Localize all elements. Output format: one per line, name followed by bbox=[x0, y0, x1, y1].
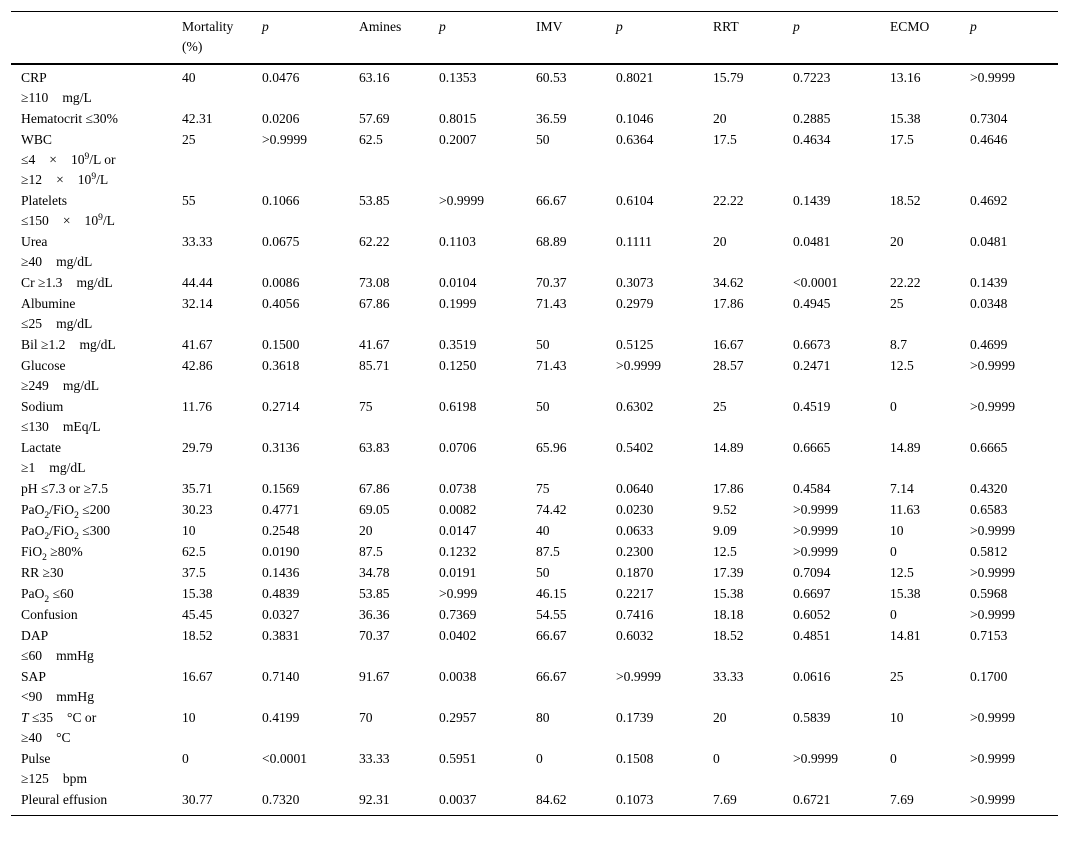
cell-mortality: 18.52 bbox=[182, 628, 213, 643]
header-mortality: Mortality (%) bbox=[182, 19, 234, 54]
cell-mortality: 32.14 bbox=[182, 296, 213, 311]
row-albumine bbox=[11, 294, 1058, 335]
row-label: Cr ≥1.3 mg/dL bbox=[21, 275, 113, 290]
cell-p-imv: 0.1870 bbox=[616, 565, 654, 580]
cell-rrt: 17.86 bbox=[713, 481, 744, 496]
cell-p-ecmo: 0.6665 bbox=[970, 440, 1008, 455]
cell-p-mortality: 0.2714 bbox=[262, 399, 300, 414]
cell-p-ecmo: 0.5968 bbox=[970, 586, 1008, 601]
row-label: PaO$_2$/FiO$_2$ ≤300 bbox=[21, 523, 111, 542]
cell-ecmo: 0 bbox=[890, 544, 897, 559]
cell-p-ecmo: 0.4320 bbox=[970, 481, 1008, 496]
cell-mortality: 30.77 bbox=[182, 792, 213, 807]
cell-rrt: 17.5 bbox=[713, 132, 737, 147]
cell-p-imv: >0.9999 bbox=[616, 669, 662, 684]
cell-p-rrt: 0.6673 bbox=[793, 337, 831, 352]
cell-ecmo: 20 bbox=[890, 234, 904, 249]
row-pao2 bbox=[11, 584, 1058, 605]
cell-p-imv: 0.1046 bbox=[616, 111, 654, 126]
row-label: WBC $\le 4 \times 10^9/L$ or $\ge 12 \times 10^9/L$ bbox=[21, 132, 116, 187]
cell-p-mortality: >0.9999 bbox=[262, 132, 308, 147]
row-label: pH ≤7.3 or ≥7.5 bbox=[21, 481, 109, 496]
cell-p-mortality: 0.0086 bbox=[262, 275, 300, 290]
cell-rrt: 16.67 bbox=[713, 337, 744, 352]
cell-rrt: 15.38 bbox=[713, 586, 744, 601]
row-label: Lactate ≥1 mg/dL bbox=[21, 440, 86, 475]
cell-p-ecmo: >0.9999 bbox=[970, 523, 1016, 538]
cell-amines: 70 bbox=[359, 710, 373, 725]
cell-p-rrt: >0.9999 bbox=[793, 751, 839, 766]
cell-amines: 67.86 bbox=[359, 481, 390, 496]
row-fio2 bbox=[11, 542, 1058, 563]
cell-p-ecmo: 0.5812 bbox=[970, 544, 1008, 559]
cell-p-ecmo: 0.4699 bbox=[970, 337, 1008, 352]
cell-mortality: 44.44 bbox=[182, 275, 213, 290]
cell-p-ecmo: >0.9999 bbox=[970, 70, 1016, 85]
cell-amines: 69.05 bbox=[359, 502, 390, 517]
cell-imv: 71.43 bbox=[536, 296, 567, 311]
cell-p-amines: 0.0082 bbox=[439, 502, 477, 517]
cell-imv: 70.37 bbox=[536, 275, 567, 290]
row-pulse bbox=[11, 749, 1058, 790]
row-platelets bbox=[11, 191, 1058, 232]
cell-imv: 84.62 bbox=[536, 792, 567, 807]
cell-p-amines: 0.7369 bbox=[439, 607, 477, 622]
cell-p-imv: 0.6364 bbox=[616, 132, 654, 147]
cell-p-ecmo: >0.9999 bbox=[970, 710, 1016, 725]
cell-p-rrt: 0.4634 bbox=[793, 132, 831, 147]
cell-ecmo: 25 bbox=[890, 296, 904, 311]
cell-rrt: 22.22 bbox=[713, 193, 744, 208]
cell-p-ecmo: 0.4646 bbox=[970, 132, 1008, 147]
cell-p-rrt: 0.2471 bbox=[793, 358, 831, 373]
cell-mortality: 30.23 bbox=[182, 502, 213, 517]
cell-imv: 68.89 bbox=[536, 234, 567, 249]
cell-p-ecmo: 0.0481 bbox=[970, 234, 1008, 249]
cell-p-rrt: 0.6052 bbox=[793, 607, 831, 622]
cell-mortality: 41.67 bbox=[182, 337, 213, 352]
cell-p-mortality: 0.4056 bbox=[262, 296, 300, 311]
cell-p-mortality: 0.1436 bbox=[262, 565, 300, 580]
cell-p-mortality: 0.0476 bbox=[262, 70, 300, 85]
row-hematocrit bbox=[11, 109, 1058, 130]
cell-rrt: 20 bbox=[713, 234, 727, 249]
cell-p-imv: 0.7416 bbox=[616, 607, 654, 622]
cell-amines: 62.22 bbox=[359, 234, 390, 249]
cell-p-ecmo: >0.9999 bbox=[970, 399, 1016, 414]
cell-p-amines: 0.6198 bbox=[439, 399, 477, 414]
row-label: T ≤35 °C or ≥40 °C bbox=[21, 710, 97, 745]
cell-p-amines: 0.1999 bbox=[439, 296, 477, 311]
cell-p-amines: 0.2007 bbox=[439, 132, 477, 147]
row-temperature bbox=[11, 708, 1058, 749]
cell-p-imv: 0.0633 bbox=[616, 523, 654, 538]
cell-amines: 70.37 bbox=[359, 628, 390, 643]
cell-p-imv: 0.1508 bbox=[616, 751, 654, 766]
cell-p-imv: 0.0230 bbox=[616, 502, 654, 517]
cell-p-amines: 0.3519 bbox=[439, 337, 477, 352]
cell-ecmo: 13.16 bbox=[890, 70, 921, 85]
row-label: PaO$_2$ ≤60 bbox=[21, 586, 74, 605]
row-label: Urea ≥40 mg/dL bbox=[21, 234, 93, 269]
cell-p-mortality: 0.7140 bbox=[262, 669, 300, 684]
cell-p-rrt: 0.1439 bbox=[793, 193, 831, 208]
cell-ecmo: 0 bbox=[890, 607, 897, 622]
row-crp bbox=[11, 64, 1058, 109]
cell-p-rrt: >0.9999 bbox=[793, 544, 839, 559]
cell-p-amines: 0.1250 bbox=[439, 358, 477, 373]
cell-ecmo: 14.81 bbox=[890, 628, 921, 643]
cell-mortality: 10 bbox=[182, 710, 196, 725]
row-wbc bbox=[11, 130, 1058, 191]
cell-mortality: 42.31 bbox=[182, 111, 213, 126]
row-rr bbox=[11, 563, 1058, 584]
cell-p-rrt: 0.7094 bbox=[793, 565, 831, 580]
header-row bbox=[11, 12, 1058, 65]
cell-p-mortality: 0.7320 bbox=[262, 792, 300, 807]
cell-p-imv: 0.1111 bbox=[616, 234, 652, 249]
cell-imv: 74.42 bbox=[536, 502, 567, 517]
cell-imv: 36.59 bbox=[536, 111, 567, 126]
cell-ecmo: 15.38 bbox=[890, 586, 921, 601]
cell-p-amines: 0.5951 bbox=[439, 751, 477, 766]
cell-amines: 92.31 bbox=[359, 792, 390, 807]
header-p-ecmo: p bbox=[970, 19, 977, 34]
cell-p-amines: 0.8015 bbox=[439, 111, 477, 126]
cell-p-amines: 0.1232 bbox=[439, 544, 477, 559]
cell-p-ecmo: >0.9999 bbox=[970, 358, 1016, 373]
results-table bbox=[11, 11, 1058, 816]
cell-rrt: 0 bbox=[713, 751, 720, 766]
cell-p-mortality: 0.4199 bbox=[262, 710, 300, 725]
cell-mortality: 55 bbox=[182, 193, 196, 208]
cell-p-amines: 0.2957 bbox=[439, 710, 477, 725]
cell-p-mortality: 0.0206 bbox=[262, 111, 300, 126]
cell-p-amines: 0.1353 bbox=[439, 70, 477, 85]
row-label: Albumine ≤25 mg/dL bbox=[21, 296, 93, 331]
cell-p-mortality: <0.0001 bbox=[262, 751, 308, 766]
cell-rrt: 12.5 bbox=[713, 544, 737, 559]
cell-mortality: 29.79 bbox=[182, 440, 213, 455]
row-label: DAP ≤60 mmHg bbox=[21, 628, 94, 663]
cell-p-mortality: 0.0327 bbox=[262, 607, 300, 622]
cell-rrt: 14.89 bbox=[713, 440, 744, 455]
cell-p-mortality: 0.0190 bbox=[262, 544, 300, 559]
cell-ecmo: 12.5 bbox=[890, 565, 914, 580]
row-label: Sodium ≤130 mEq/L bbox=[21, 399, 101, 434]
row-label: RR ≥30 bbox=[21, 565, 64, 580]
cell-p-mortality: 0.4771 bbox=[262, 502, 300, 517]
cell-p-mortality: 0.1569 bbox=[262, 481, 300, 496]
row-confusion bbox=[11, 605, 1058, 626]
cell-p-imv: 0.6104 bbox=[616, 193, 654, 208]
cell-p-amines: 0.0738 bbox=[439, 481, 477, 496]
cell-imv: 0 bbox=[536, 751, 543, 766]
cell-p-rrt: 0.0481 bbox=[793, 234, 831, 249]
row-sodium bbox=[11, 397, 1058, 438]
cell-ecmo: 11.63 bbox=[890, 502, 921, 517]
cell-imv: 46.15 bbox=[536, 586, 567, 601]
row-label: Hematocrit ≤30% bbox=[21, 111, 118, 126]
cell-p-amines: 0.0706 bbox=[439, 440, 477, 455]
cell-p-imv: 0.1073 bbox=[616, 792, 654, 807]
cell-ecmo: 8.7 bbox=[890, 337, 907, 352]
cell-p-imv: 0.3073 bbox=[616, 275, 654, 290]
cell-ecmo: 22.22 bbox=[890, 275, 921, 290]
cell-imv: 65.96 bbox=[536, 440, 567, 455]
header-p-amines: p bbox=[439, 19, 446, 34]
cell-rrt: 20 bbox=[713, 710, 727, 725]
cell-p-amines: 0.0147 bbox=[439, 523, 477, 538]
cell-ecmo: 12.5 bbox=[890, 358, 914, 373]
cell-mortality: 0 bbox=[182, 751, 189, 766]
cell-ecmo: 18.52 bbox=[890, 193, 921, 208]
row-label: Bil ≥1.2 mg/dL bbox=[21, 337, 116, 352]
cell-p-rrt: <0.0001 bbox=[793, 275, 839, 290]
cell-mortality: 45.45 bbox=[182, 607, 213, 622]
cell-imv: 71.43 bbox=[536, 358, 567, 373]
cell-p-mortality: 0.4839 bbox=[262, 586, 300, 601]
cell-ecmo: 25 bbox=[890, 669, 904, 684]
cell-amines: 57.69 bbox=[359, 111, 390, 126]
cell-p-rrt: 0.6697 bbox=[793, 586, 831, 601]
row-dap bbox=[11, 626, 1058, 667]
cell-amines: 67.86 bbox=[359, 296, 390, 311]
row-label: PaO$_2$/FiO$_2$ ≤200 bbox=[21, 502, 111, 521]
cell-ecmo: 0 bbox=[890, 751, 897, 766]
cell-p-rrt: 0.6721 bbox=[793, 792, 831, 807]
row-cr bbox=[11, 273, 1058, 294]
cell-p-ecmo: 0.6583 bbox=[970, 502, 1008, 517]
header-p-imv: p bbox=[616, 19, 623, 34]
cell-amines: 34.78 bbox=[359, 565, 390, 580]
cell-amines: 73.08 bbox=[359, 275, 390, 290]
cell-p-imv: 0.0640 bbox=[616, 481, 654, 496]
cell-ecmo: 15.38 bbox=[890, 111, 921, 126]
cell-rrt: 25 bbox=[713, 399, 727, 414]
cell-imv: 66.67 bbox=[536, 628, 567, 643]
cell-p-amines: >0.9999 bbox=[439, 193, 485, 208]
cell-p-imv: 0.2300 bbox=[616, 544, 654, 559]
row-lactate bbox=[11, 438, 1058, 479]
row-sap bbox=[11, 667, 1058, 708]
cell-p-imv: 0.8021 bbox=[616, 70, 654, 85]
row-label: Confusion bbox=[21, 607, 78, 622]
cell-p-mortality: 0.0675 bbox=[262, 234, 300, 249]
header-imv: IMV bbox=[536, 19, 563, 34]
row-urea bbox=[11, 232, 1058, 273]
cell-p-ecmo: >0.9999 bbox=[970, 792, 1016, 807]
cell-rrt: 20 bbox=[713, 111, 727, 126]
cell-amines: 62.5 bbox=[359, 132, 383, 147]
cell-ecmo: 0 bbox=[890, 399, 897, 414]
cell-p-ecmo: 0.7304 bbox=[970, 111, 1008, 126]
cell-imv: 66.67 bbox=[536, 193, 567, 208]
row-label: FiO$_2$ ≥80% bbox=[21, 544, 83, 563]
cell-rrt: 28.57 bbox=[713, 358, 744, 373]
header-p-rrt: p bbox=[793, 19, 800, 34]
cell-ecmo: 14.89 bbox=[890, 440, 921, 455]
header-label bbox=[11, 12, 172, 65]
cell-p-ecmo: >0.9999 bbox=[970, 751, 1016, 766]
cell-p-ecmo: >0.9999 bbox=[970, 607, 1016, 622]
cell-imv: 87.5 bbox=[536, 544, 560, 559]
cell-p-mortality: 0.1066 bbox=[262, 193, 300, 208]
cell-ecmo: 7.14 bbox=[890, 481, 914, 496]
cell-mortality: 62.5 bbox=[182, 544, 206, 559]
cell-rrt: 18.52 bbox=[713, 628, 744, 643]
cell-rrt: 9.52 bbox=[713, 502, 737, 517]
cell-rrt: 17.39 bbox=[713, 565, 744, 580]
cell-rrt: 17.86 bbox=[713, 296, 744, 311]
cell-p-imv: 0.5125 bbox=[616, 337, 654, 352]
cell-p-rrt: >0.9999 bbox=[793, 523, 839, 538]
cell-imv: 75 bbox=[536, 481, 550, 496]
cell-amines: 75 bbox=[359, 399, 373, 414]
header-amines: Amines bbox=[359, 19, 402, 34]
cell-imv: 50 bbox=[536, 399, 550, 414]
cell-mortality: 35.71 bbox=[182, 481, 213, 496]
cell-p-ecmo: 0.1700 bbox=[970, 669, 1008, 684]
cell-p-mortality: 0.2548 bbox=[262, 523, 300, 538]
cell-p-rrt: 0.6665 bbox=[793, 440, 831, 455]
cell-p-imv: >0.9999 bbox=[616, 358, 662, 373]
cell-p-amines: >0.999 bbox=[439, 586, 478, 601]
cell-rrt: 33.33 bbox=[713, 669, 744, 684]
cell-imv: 50 bbox=[536, 132, 550, 147]
cell-amines: 63.83 bbox=[359, 440, 390, 455]
cell-amines: 33.33 bbox=[359, 751, 390, 766]
header-ecmo: ECMO bbox=[890, 19, 930, 34]
cell-p-rrt: 0.4945 bbox=[793, 296, 831, 311]
cell-p-amines: 0.0038 bbox=[439, 669, 477, 684]
cell-rrt: 15.79 bbox=[713, 70, 744, 85]
cell-p-mortality: 0.3136 bbox=[262, 440, 300, 455]
cell-amines: 91.67 bbox=[359, 669, 390, 684]
cell-p-amines: 0.0037 bbox=[439, 792, 477, 807]
row-pleural-effusion bbox=[11, 790, 1058, 816]
cell-p-ecmo: 0.1439 bbox=[970, 275, 1008, 290]
cell-imv: 66.67 bbox=[536, 669, 567, 684]
cell-rrt: 7.69 bbox=[713, 792, 737, 807]
cell-p-imv: 0.1739 bbox=[616, 710, 654, 725]
cell-imv: 50 bbox=[536, 565, 550, 580]
cell-ecmo: 17.5 bbox=[890, 132, 914, 147]
cell-imv: 80 bbox=[536, 710, 550, 725]
row-label: Glucose ≥249 mg/dL bbox=[21, 358, 100, 393]
cell-imv: 54.55 bbox=[536, 607, 567, 622]
cell-p-mortality: 0.3831 bbox=[262, 628, 300, 643]
row-bil bbox=[11, 335, 1058, 356]
cell-p-amines: 0.0402 bbox=[439, 628, 477, 643]
cell-imv: 40 bbox=[536, 523, 550, 538]
cell-amines: 53.85 bbox=[359, 193, 390, 208]
row-label: CRP ≥110 mg/L bbox=[21, 70, 92, 105]
cell-p-rrt: 0.4851 bbox=[793, 628, 831, 643]
cell-amines: 63.16 bbox=[359, 70, 390, 85]
cell-p-mortality: 0.1500 bbox=[262, 337, 300, 352]
cell-p-rrt: 0.2885 bbox=[793, 111, 831, 126]
cell-mortality: 33.33 bbox=[182, 234, 213, 249]
cell-p-imv: 0.6032 bbox=[616, 628, 654, 643]
row-ph bbox=[11, 479, 1058, 500]
cell-p-imv: 0.2979 bbox=[616, 296, 654, 311]
cell-imv: 60.53 bbox=[536, 70, 567, 85]
cell-amines: 41.67 bbox=[359, 337, 390, 352]
cell-amines: 20 bbox=[359, 523, 373, 538]
cell-p-mortality: 0.3618 bbox=[262, 358, 300, 373]
row-label: SAP <90 mmHg bbox=[21, 669, 95, 704]
cell-mortality: 10 bbox=[182, 523, 196, 538]
cell-p-imv: 0.2217 bbox=[616, 586, 654, 601]
cell-mortality: 37.5 bbox=[182, 565, 206, 580]
cell-ecmo: 7.69 bbox=[890, 792, 914, 807]
cell-mortality: 15.38 bbox=[182, 586, 213, 601]
cell-mortality: 16.67 bbox=[182, 669, 213, 684]
cell-mortality: 25 bbox=[182, 132, 196, 147]
cell-p-ecmo: >0.9999 bbox=[970, 565, 1016, 580]
cell-p-ecmo: 0.0348 bbox=[970, 296, 1008, 311]
cell-p-imv: 0.5402 bbox=[616, 440, 654, 455]
cell-amines: 87.5 bbox=[359, 544, 383, 559]
cell-rrt: 9.09 bbox=[713, 523, 737, 538]
row-label: Pleural effusion bbox=[21, 792, 108, 807]
cell-p-rrt: 0.0616 bbox=[793, 669, 831, 684]
header-p-mortality: p bbox=[262, 19, 269, 34]
cell-p-rrt: 0.4584 bbox=[793, 481, 831, 496]
row-label: Platelets $\le 150 \times 10^9/L$ bbox=[21, 193, 115, 228]
cell-amines: 85.71 bbox=[359, 358, 390, 373]
cell-mortality: 11.76 bbox=[182, 399, 213, 414]
cell-mortality: 42.86 bbox=[182, 358, 213, 373]
header-rrt: RRT bbox=[713, 19, 739, 34]
row-pao2-fio2-200 bbox=[11, 500, 1058, 521]
cell-ecmo: 10 bbox=[890, 710, 904, 725]
cell-p-rrt: >0.9999 bbox=[793, 502, 839, 517]
cell-p-amines: 0.1103 bbox=[439, 234, 476, 249]
row-pao2-fio2-300 bbox=[11, 521, 1058, 542]
row-label: Pulse ≥125 bpm bbox=[21, 751, 88, 786]
cell-mortality: 40 bbox=[182, 70, 196, 85]
cell-amines: 36.36 bbox=[359, 607, 390, 622]
cell-imv: 50 bbox=[536, 337, 550, 352]
cell-p-rrt: 0.7223 bbox=[793, 70, 831, 85]
cell-p-amines: 0.0191 bbox=[439, 565, 477, 580]
cell-p-rrt: 0.4519 bbox=[793, 399, 831, 414]
cell-amines: 53.85 bbox=[359, 586, 390, 601]
cell-ecmo: 10 bbox=[890, 523, 904, 538]
cell-p-imv: 0.6302 bbox=[616, 399, 654, 414]
cell-p-amines: 0.0104 bbox=[439, 275, 477, 290]
cell-rrt: 34.62 bbox=[713, 275, 744, 290]
cell-rrt: 18.18 bbox=[713, 607, 744, 622]
cell-p-rrt: 0.5839 bbox=[793, 710, 831, 725]
cell-p-ecmo: 0.4692 bbox=[970, 193, 1008, 208]
cell-p-ecmo: 0.7153 bbox=[970, 628, 1008, 643]
row-glucose bbox=[11, 356, 1058, 397]
